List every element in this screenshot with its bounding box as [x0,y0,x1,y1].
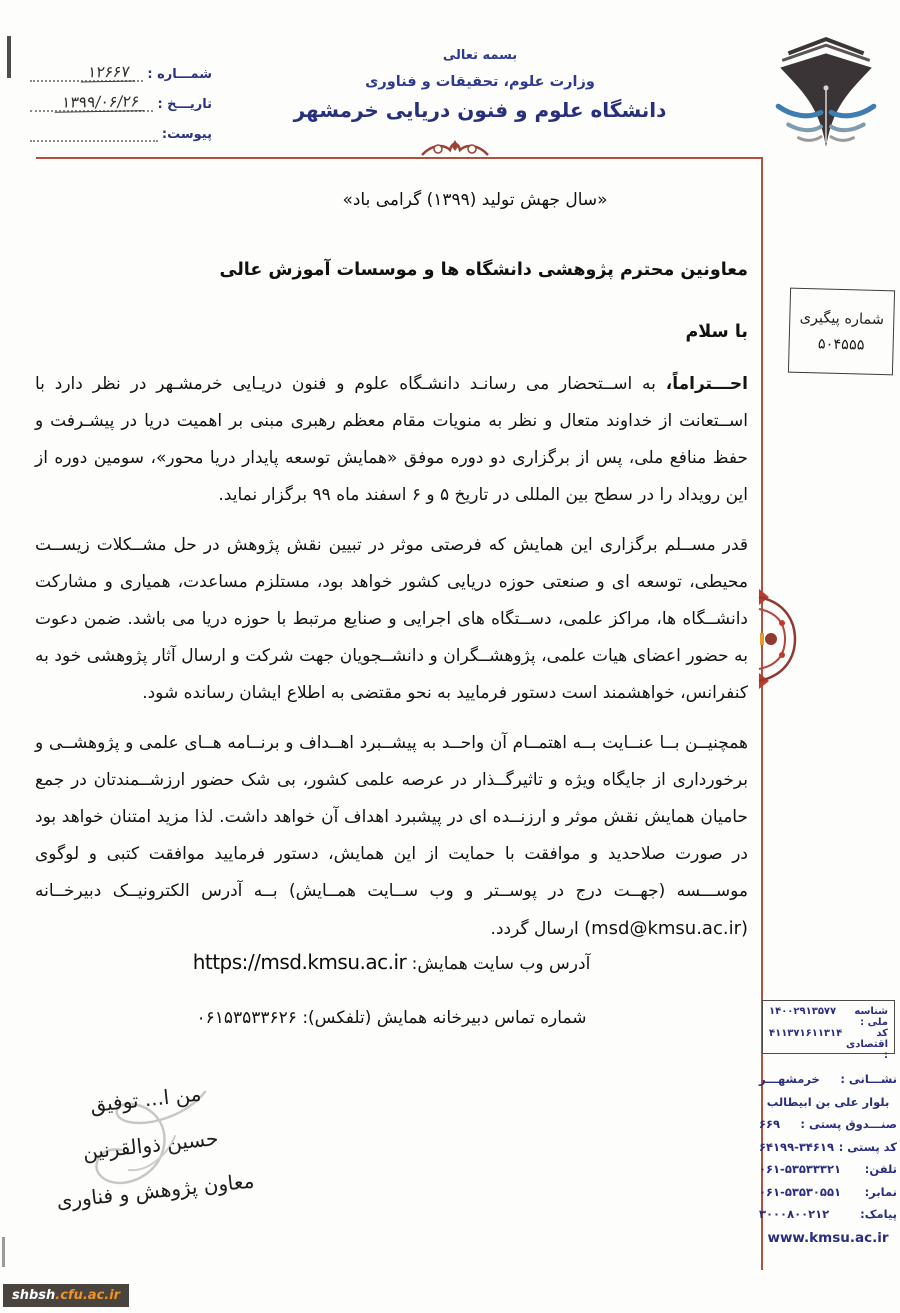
national-id-label: شناسه ملی : [854,1006,888,1028]
sms-value: ۳۰۰۰۸۰۰۲۱۲ [759,1207,830,1221]
tracking-number-value: ۵۰۴۵۵۵ [817,335,865,354]
university-name: دانشگاه علوم و فنون دریایی خرمشهر [293,98,667,122]
recipient-line: معاونین محترم پژوهشی دانشگاه ها و موسسات آموزش عالی [219,260,748,280]
economic-code-label: کد اقتصادی : [846,1028,888,1061]
year-slogan: «سال جهش تولید (۱۳۹۹) گرامی باد» [342,190,608,210]
signature-invocation: من ا... توفیق [89,1081,203,1118]
letter-number-row [30,52,212,82]
paragraph-1-text: به اســتحضار می رسانـد دانشـگاه علوم و فنون دریـایی خرمشـهر در نظر دارد با اســتعانت از خداوند متعال و نظر به منویات مقام معظم رهبری مبنی بر اهمیت دریا در پیشـرفت و حفظ منافع ملی، پس از برگزاری دو دوره موفق «همایش توسعه پایدار دریا محور»، سومین دوره از این رویداد را در سطح بین المللی در تاریخ ۵ و ۶ اسفند ماه ۹۹ برگزار نماید. [35,374,748,505]
ministry-name: وزارت علوم، تحقیقات و فناوری [365,74,595,90]
sidebar-phone-label: تلفن: [864,1162,897,1176]
economic-code-row [769,1028,888,1061]
letter-attachment-label: پیوست: [161,127,212,142]
website-label: آدرس وب سایت همایش: [411,954,591,974]
fax-value: ۰۶۱-۵۳۵۳۰۵۵۱ [759,1184,841,1199]
phone-value: ۰۶۱۵۳۵۳۳۶۲۶ [196,1008,297,1028]
postal-code-row [759,1136,897,1159]
watermark-badge[interactable] [3,1284,129,1307]
watermark-prefix: shbsh [12,1288,56,1303]
crest-ornament-icon [418,136,492,157]
secretariat-email-link[interactable]: (msd@kmsu.ac.ir) [584,918,748,939]
letter-meta-block [30,52,212,142]
signatory-name: حسین ذوالقرنین [81,1125,220,1165]
letter-number-label: شمـــاره : [147,67,212,82]
phone-row [759,1158,897,1181]
national-id-value: ۱۴۰۰۲۹۱۳۵۷۷ [769,1006,837,1017]
economic-code-value: ۴۱۱۳۷۱۶۱۱۳۱۴ [769,1028,843,1039]
bismillah-text: بسمه تعالی [442,48,518,63]
po-box-value: ۶۶۹ [759,1117,781,1131]
paragraph-1 [35,366,748,514]
letter-date-label: تاریـــخ : [157,97,212,112]
letter-body [35,366,748,961]
address-label: نشـــانی : [840,1072,897,1086]
signature-block [12,1063,290,1228]
address-street: بلوار علی بن ابیطالب [766,1094,890,1109]
paragraph-3-text-b: ارسال گردد. [490,919,585,939]
conference-website-line [35,950,748,974]
letter-number-dots [30,62,143,82]
scan-artifact-line [2,1237,5,1267]
address-city: خرمشهـــر [759,1072,820,1086]
paragraph-3 [35,725,748,948]
salutation-line: با سلام [685,322,748,342]
university-website-link[interactable]: www.kmsu.ac.ir [767,1229,889,1246]
address-row [759,1068,897,1091]
scan-artifact-line [7,36,11,78]
sms-label: پیامک: [860,1207,897,1221]
po-box-row [759,1113,897,1136]
tracking-number-label: شماره پیگیری [799,309,885,328]
paragraph-2: قدر مســلم برگزاری این همایش که فرصتی موثر در تبیین نقش پژوهش در حل مشــکلات زیســت محیطی، توسعه ای و صنعتی حوزه دریایی کشور خواهد بود، مستلزم مساعدت، همیاری و مشارکت دانشــگاه ها، مراکز علمی، دســتگاه های اجرایی و صنایع مرتبط با حوزه دریا می باشد. ضمن دعوت به حضور اعضای هیات علمی، پژوهشــگران و دانشــجویان جهت شرکت و ارسال آثار پژوهشی خود به کنفرانس، خواهشمند است دستور فرمایید به نحو مقتضی به اطلاع ایشان رسانده شود. [35,535,748,703]
frame-horizontal-rule [36,157,763,159]
paragraph-1-lead: احـــتراماً، [665,374,748,394]
paragraph-3-text-a: همچنیــن بــا عنــایت بــه اهتمــام آن واحــد به پیشــبرد اهــداف و برنــامه هــای علمی و پژوهشــی و برخورداری از جایگاه ویژه و تاثیرگــذار در عرصه علمی کشور، بی شک حضور ارزشــمندتان در جمع حامیان همایش نقش موثر و ارزنــده ای در پیشبرد اهداف آن خواهد داشت. لذا مزید امتنان خواهد بود در صورت صلاحدید و موافقت با حمایت از این همایش، دستور فرمایید موافقت کتبی و لوگوی موســـسه (جهــت درج در پوســتر و وب ســایت همــایش) بــه آدرس الکترونیــک دبیرخــانه [35,733,748,901]
conference-website-link[interactable]: https://msd.kmsu.ac.ir [192,950,407,974]
national-id-row [769,1006,888,1028]
contact-info-column [759,1068,897,1250]
university-logo-icon [766,30,886,152]
postal-code-label: کد پستی : [838,1139,897,1154]
po-box-label: صنـــدوق پستی : [800,1117,897,1131]
sidebar-phone-value: ۰۶۱-۵۳۵۳۳۳۲۱ [759,1162,841,1176]
national-id-box [762,1000,895,1061]
letter-attachment-dots [30,122,158,142]
fax-label: نمابر: [864,1184,897,1199]
secretariat-phone-line [35,1008,748,1028]
watermark-suffix: .cfu.ac.ir [55,1288,121,1303]
letter-date-value: ۱۳۹۹/۰۶/۲۶ [55,92,147,113]
letterhead-center [290,48,670,122]
letter-attachment-row [30,112,212,142]
tracking-number-box [788,288,895,376]
letter-date-row [30,82,212,112]
letter-number-value: ۱۲۶۶۷ [81,63,137,83]
postal-code-value: ۶۴۱۹۹-۳۴۶۱۹ [759,1139,834,1154]
fax-row [759,1181,897,1204]
address-street-row [759,1091,897,1114]
signatory-title: معاون پژوهش و فناوری [55,1168,256,1214]
sms-row [759,1203,897,1226]
side-medallion-ornament-icon [757,583,799,695]
letter-date-dots [30,92,153,112]
phone-label: شماره تماس دبیرخانه همایش (تلفکس): [302,1008,587,1028]
